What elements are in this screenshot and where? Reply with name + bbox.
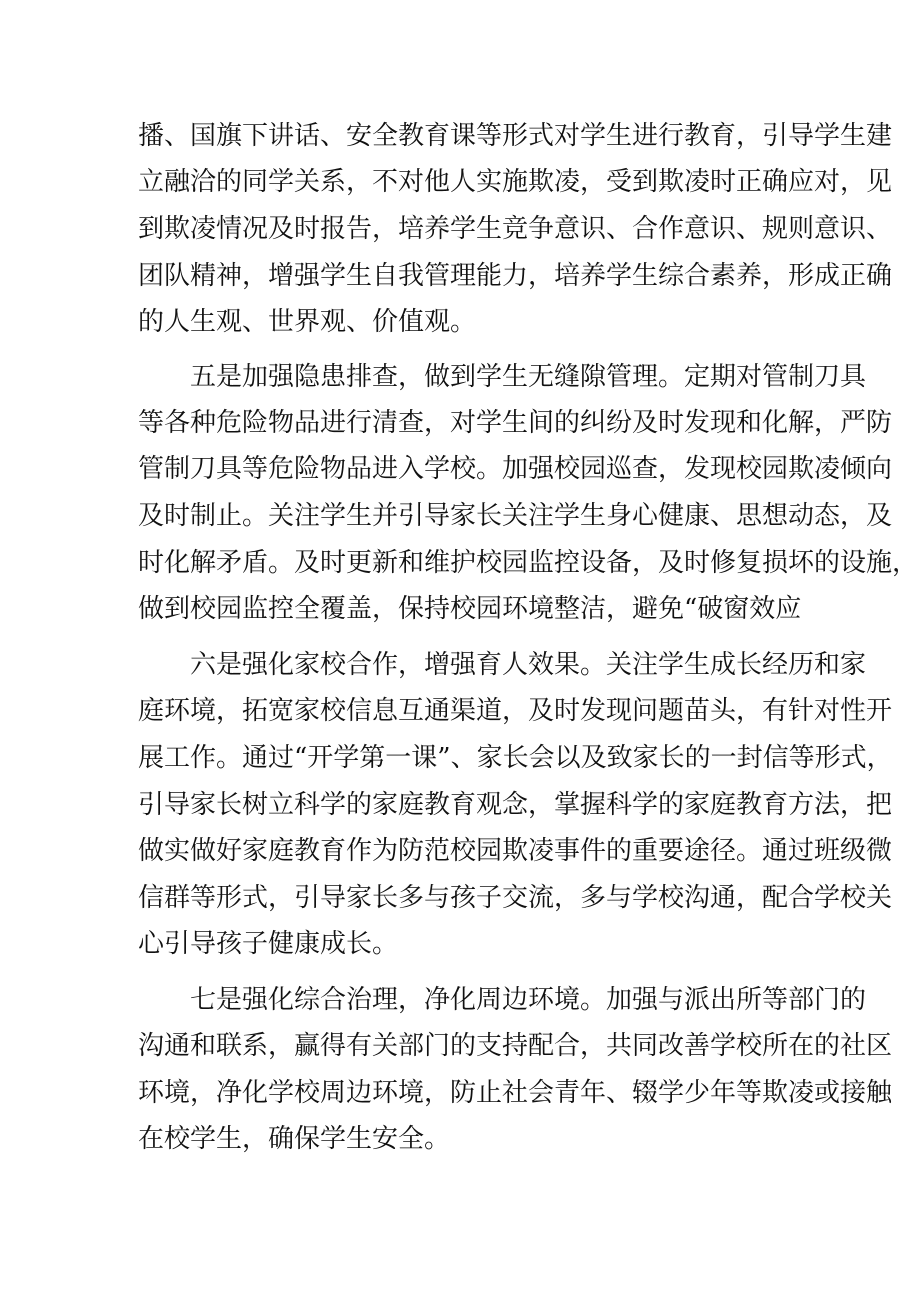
- text-line: 信群等形式，引导家长多与孩子交流，多与学校沟通，配合学校关: [138, 883, 893, 913]
- text-line: 沟通和联系，赢得有关部门的支持配合，共同改善学校所在的社区: [138, 1031, 893, 1061]
- text-line: 环境，净化学校周边环境，防止社会青年、辍学少年等欺凌或接触: [138, 1078, 893, 1108]
- text-line: 立融洽的同学关系，不对他人实施欺凌，受到欺凌时正确应对，见: [138, 167, 893, 197]
- text-line: 做实做好家庭教育作为防范校园欺凌事件的重要途径。通过班级微: [138, 836, 893, 866]
- text-line: 时化解矛盾。及时更新和维护校园监控设备，及时修复损坏的设施，: [138, 548, 919, 578]
- text-line: 心引导孩子健康成长。: [138, 929, 399, 959]
- text-line: 管制刀具等危险物品进入学校。加强校园巡查，发现校园欺凌倾向: [138, 454, 893, 484]
- text-line: 展工作。通过“开学第一课”、家长会以及致家长的一封信等形式，: [138, 743, 893, 773]
- text-line: 做到校园监控全覆盖，保持校园环境整洁，避免“破窗效应: [138, 594, 802, 624]
- text-line: 等各种危险物品进行清查，对学生间的纠纷及时发现和化解，严防: [138, 408, 893, 438]
- text-line: 到欺凌情况及时报告，培养学生竞争意识、合作意识、规则意识、: [138, 214, 893, 244]
- text-line: 及时制止。关注学生并引导家长关注学生身心健康、思想动态，及: [138, 501, 893, 531]
- paragraph-first-line: 六是强化家校合作，增强育人效果。关注学生成长经历和家: [190, 650, 867, 680]
- text-line: 在校学生，确保学生安全。: [138, 1124, 451, 1154]
- text-line: 团队精神，增强学生自我管理能力，培养学生综合素养，形成正确: [138, 261, 893, 291]
- paragraph-first-line: 七是强化综合治理，净化周边环境。加强与派出所等部门的: [190, 985, 867, 1015]
- text-line: 引导家长树立科学的家庭教育观念，掌握科学的家庭教育方法，把: [138, 790, 893, 820]
- text-line: 播、国旗下讲话、安全教育课等形式对学生进行教育，引导学生建: [138, 121, 893, 151]
- text-line: 的人生观、世界观、价值观。: [138, 307, 477, 337]
- paragraph-first-line: 五是加强隐患排查，做到学生无缝隙管理。定期对管制刀具: [190, 362, 867, 392]
- text-line: 庭环境，拓宽家校信息互通渠道，及时发现问题苗头，有针对性开: [138, 696, 893, 726]
